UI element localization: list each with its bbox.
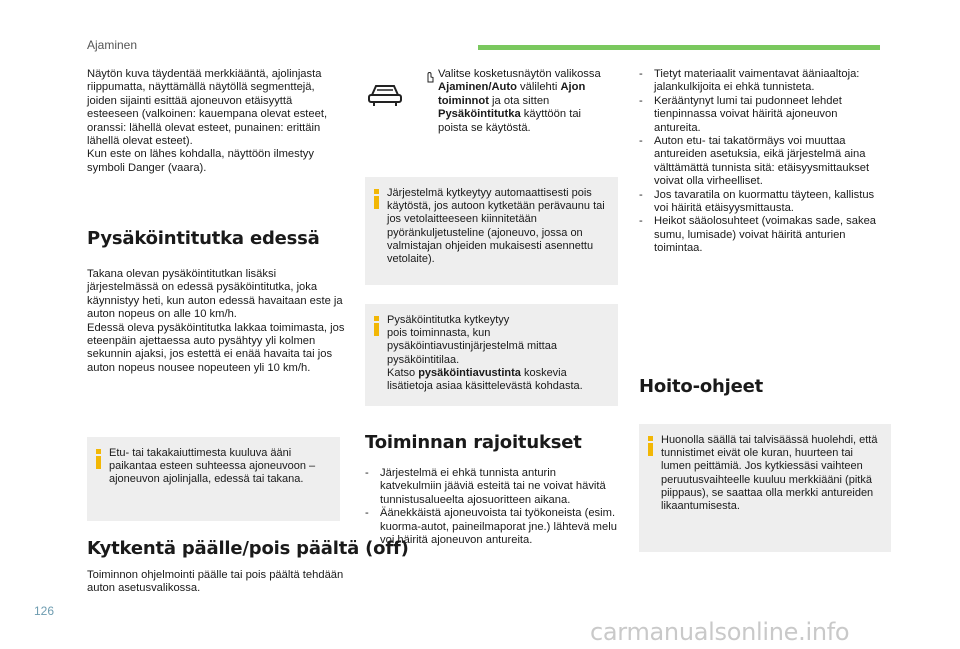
menu-name: Ajaminen/Auto: [438, 81, 517, 94]
heading-front-parking-sensors: Pysäköintitutka edessä: [87, 228, 320, 249]
section-title: Ajaminen: [87, 38, 138, 52]
step-text-mid2: ja ota sitten: [488, 94, 550, 107]
note-see: Katso: [387, 366, 419, 379]
tab-name: Ajon toiminnot: [438, 81, 586, 107]
list-item: - Tietyt materiaalit vaimentavat ääniaaltoja: jalankulkijoita ei ehkä tunnisteta.: [639, 68, 884, 95]
intro-paragraph: Näytön kuva täydentää merkkiääntä, ajolinjasta riippumatta, näyttämällä näytöllä segmenttejä, joiden sijainti esittää ajoneuvon etäisyyttä esteeseen (valkoinen: kauempana olevat esteet, oranssi: lähellä olevat esteet, punainen: erittäin lähellä olevat esteet). Kun este on lähes kohdalla, näyttöön ilmestyy symboli Danger (vaara).: [87, 68, 328, 174]
limitations-list-2: [639, 68, 884, 256]
list-item: - Jos tavaratila on kuormattu täyteen, kallistus voi häiritä etäisyysmittausta.: [639, 189, 884, 216]
step-text-suffix: käyttöön tai poista se käytöstä.: [438, 108, 582, 134]
note-body: pois toiminnasta, kun pysäköintiavustinjärjestelmä mittaa pysäköintitilaa.: [387, 327, 557, 366]
info-note-park-assist: [365, 304, 618, 406]
list-item: - Heikot sääolosuhteet (voimakas sade, sakea sumu, lumisade) voivat häiritä anturien toimintaa.: [639, 215, 884, 255]
front-sensors-paragraph: Takana olevan pysäköintitutkan lisäksi järjestelmässä on edessä pysäköintitutka, joka käynnistyy heti, kun auton edessä havaitaan este ja auton nopeus on alle 10 km/h. Edessä oleva pysäköintitutka lakkaa toimimasta, jos eteenpäin ajettaessa auto pysähtyy yli kolmen sekunnin ajaksi, jos estettä ei enää havaita tai jos auton nopeus nousee nopeuteen yli 10 km/h.: [87, 268, 345, 374]
list-item: - Kerääntynyt lumi tai pudonneet lehdet tienpinnassa voivat häiritä ajoneuvon antureita.: [639, 95, 884, 135]
limitations-list-1: [365, 467, 620, 547]
touch-finger-icon: [425, 70, 435, 82]
heading-limitations: Toiminnan rajoitukset: [365, 432, 582, 453]
heading-care-instructions: Hoito-ohjeet: [639, 376, 764, 397]
note-tail: koskevia lisätietoja asiaa käsittelevästä kohdasta.: [387, 366, 583, 393]
list-item: - Järjestelmä ei ehkä tunnista anturin katvekulmiin jääviä esteitä tai ne voivat hävitä tunnistusalueelta ajosuoritteen aikana.: [365, 467, 620, 507]
heading-on-off: Kytkentä päälle/pois päältä (off): [87, 538, 409, 559]
info-icon: [373, 316, 380, 336]
info-icon: [647, 436, 654, 456]
touchscreen-step: [438, 68, 606, 135]
watermark: carmanualsonline.info: [590, 618, 850, 646]
section-accent-bar: [478, 45, 880, 50]
note-line: Pysäköintitutka kytkeytyy: [387, 314, 510, 326]
on-off-paragraph: Toiminnon ohjelmointi päälle tai pois päältä tehdään auton asetusvalikossa.: [87, 569, 344, 595]
step-text-mid: välilehti: [516, 81, 561, 94]
info-icon: [373, 189, 380, 209]
list-item: - Auton etu- tai takatörmäys voi muuttaa antureiden asetuksia, eikä järjestelmä aina välttämättä tunnista sitä: etäisyysmittaukset voivat olla virheelliset.: [639, 135, 884, 189]
info-note-care: [639, 424, 891, 552]
info-note-text: Huonolla säällä tai talvisäässä huolehdi, että tunnistimet eivät ole kuran, huurteen tai lumen peittämiä. Jos kytkiessäsi vaihteen peruutusvaihteelle kuuluu merkkiääni (pitkä piippaus), se saattaa olla merkki antureiden likaantumisesta.: [661, 434, 878, 513]
info-note-text: Etu- tai takakaiuttimesta kuuluva ääni paikantaa esteen suhteessa ajoneuvoon – ajoneuvon ajolinjalla, edessä tai takana.: [109, 447, 316, 486]
note-reference: pysäköintiavustinta: [418, 366, 521, 379]
car-front-icon: [365, 80, 405, 108]
info-icon: [95, 449, 102, 469]
info-note-text: Järjestelmä kytkeytyy automaattisesti pois käytöstä, jos autoon kytketään perävaunu tai jos vetolaitteeseen kiinnitetään pyöränkuljetusteline (ajoneuvo, jossa on valmistajan ohjeiden mukaisesti asennettu vetolaite).: [387, 187, 605, 266]
info-note-speaker: [87, 437, 340, 521]
step-text-prefix: Valitse kosketusnäytön valikossa: [438, 68, 601, 80]
page-number: 126: [34, 604, 55, 618]
info-note-trailer: [365, 177, 618, 285]
setting-name: Pysäköintitutka: [438, 108, 521, 121]
list-item: - Äänekkäistä ajoneuvoista tai työkoneista (esim. kuorma-autot, paineilmaporat jne.) lähtevä melu voi häiritä ajoneuvon antureita.: [365, 507, 620, 547]
info-note-text: [387, 314, 610, 393]
